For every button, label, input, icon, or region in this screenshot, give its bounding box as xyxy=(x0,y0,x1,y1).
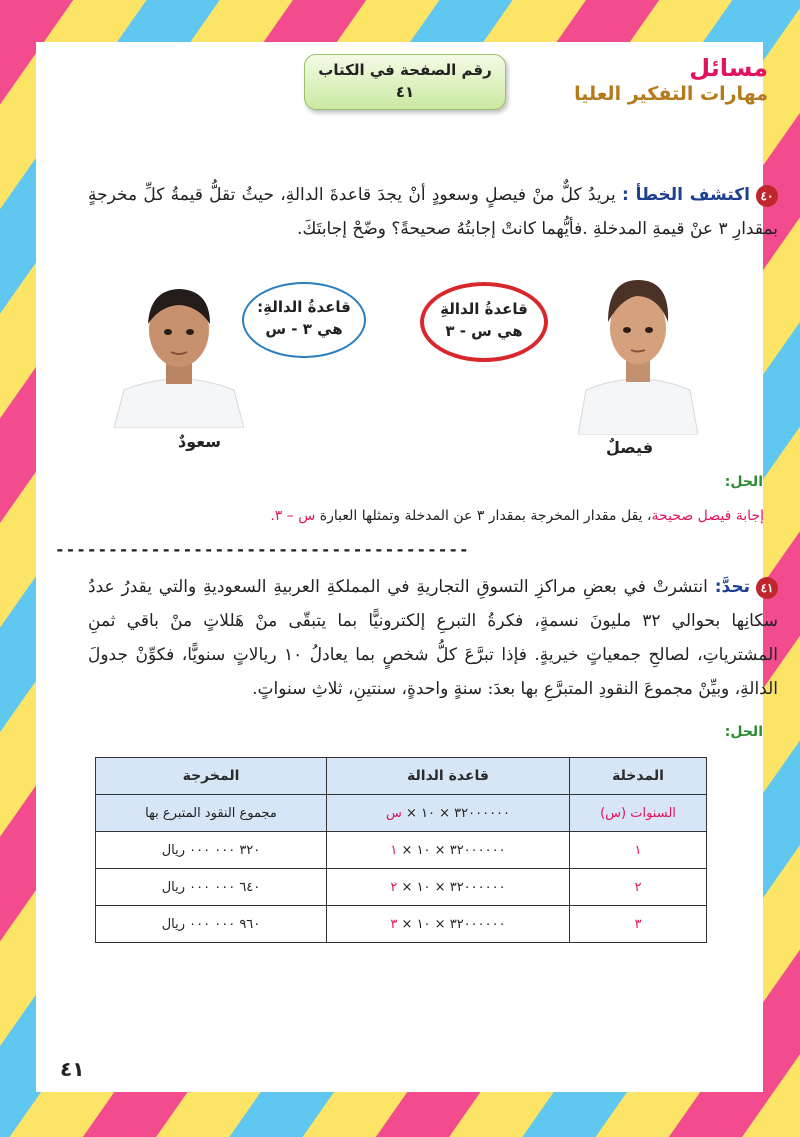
answer-40-expression: س – ٣. xyxy=(270,508,316,524)
question-41 xyxy=(88,570,778,706)
solution-label-40: الحل: xyxy=(724,474,763,490)
cell-output: ٩٦٠ ٠٠٠ ٠٠٠ ريال xyxy=(96,906,327,943)
subheader-output: مجموع النقود المتبرع بها xyxy=(96,795,327,832)
saud-name: سعودٌ xyxy=(178,432,222,451)
book-page-reference-label: رقم الصفحة في الكتاب xyxy=(318,61,492,79)
question-number-badge: ٤١ xyxy=(756,577,778,599)
question-40-label: اكتشف الخطأ : xyxy=(621,185,750,205)
book-page-reference-box xyxy=(304,54,506,110)
page-number: ٤١ xyxy=(60,1057,85,1081)
saud-photo xyxy=(114,278,244,432)
header-output: المخرجة xyxy=(96,758,327,795)
question-40-text: يريدُ كلٌّ منْ فيصلٍ وسعودٍ أنْ يجدَ قاعدةَ الدالةِ، حيثُ تقلُّ قيمةُ كلِّ مخرجةٍ بمقدارِ ٣ عنْ قيمةِ المدخلةِ .فأيُّهما كانتْ إجابتُهُ صحيحةً؟ وضّحْ إجابتَكَ. xyxy=(88,185,778,239)
cell-rule: ٣٢٠٠٠٠٠٠ × ١٠ × ٢ xyxy=(327,869,570,906)
answer-40 xyxy=(270,508,764,524)
answer-40-text: ، يقل مقدار المخرجة بمقدار ٣ عن المدخلة وتمثلها العبارة xyxy=(319,508,652,524)
answer-40-highlight: إجابة فيصل صحيحة xyxy=(651,508,764,524)
cell-output: ٦٤٠ ٠٠٠ ٠٠٠ ريال xyxy=(96,869,327,906)
faisal-speech-bubble xyxy=(420,282,548,362)
section-subtitle: مهارات التفكير العليا xyxy=(574,83,768,105)
table-subheader-row xyxy=(96,795,707,832)
saud-bubble-line1: قاعدةُ الدالةِ: xyxy=(257,298,351,316)
divider-line: --------------------------------------- xyxy=(55,540,470,559)
cell-rule: ٣٢٠٠٠٠٠٠ × ١٠ × ١ xyxy=(327,832,570,869)
question-41-text: انتشرتْ في بعضِ مراكزِ التسوقِ التجاريةِ في المملكةِ العربيةِ السعوديةِ والتي يقدرُ عددُ سكانِها بحوالي ٣٢ مليونَ نسمةٍ، فكرةُ التبرعِ إلكترونيًّا بما يتبقّى منْ هَللاتٍ منْ باقي ثمنِ المشترياتِ، لصالحِ جمعياتٍ خيريةٍ. فإذا تبرَّعَ كلُّ شخصٍ بما يعادلُ ١٠ ريالاتٍ سنويًّا، فكوِّنْ جدولَ الدالةِ، وبيِّنْ مجموعَ النقودِ المتبرَّعِ بها بعدَ: سنةٍ واحدةٍ، سنتينِ، ثلاثِ سنواتٍ. xyxy=(88,577,778,699)
faisal-bubble-line2: هي س - ٣ xyxy=(445,322,523,340)
cell-rule: ٣٢٠٠٠٠٠٠ × ١٠ × ٣ xyxy=(327,906,570,943)
section-title: مسائل xyxy=(689,54,768,82)
cell-input: ٢ xyxy=(570,869,707,906)
faisal-photo xyxy=(578,270,698,439)
cell-input: ٣ xyxy=(570,906,707,943)
question-41-label: تحدَّ: xyxy=(714,577,751,597)
question-40 xyxy=(88,178,778,246)
function-table xyxy=(95,757,707,943)
header-input: المدخلة xyxy=(570,758,707,795)
table-row xyxy=(96,906,707,943)
solution-label-41: الحل: xyxy=(724,724,763,740)
question-number-badge: ٤٠ xyxy=(756,185,778,207)
table-row xyxy=(96,832,707,869)
table-row xyxy=(96,869,707,906)
cell-input: ١ xyxy=(570,832,707,869)
subheader-rule: ٣٢٠٠٠٠٠٠ × ١٠ × س xyxy=(327,795,570,832)
faisal-name: فيصلٌ xyxy=(606,438,654,457)
faisal-bubble-line1: قاعدةُ الدالةِ xyxy=(440,300,528,318)
table-header-row xyxy=(96,758,707,795)
header-rule: قاعدة الدالة xyxy=(327,758,570,795)
section-heading xyxy=(574,54,768,106)
saud-bubble-line2: هي ٣ - س xyxy=(265,320,343,338)
subheader-input: السنوات (س) xyxy=(570,795,707,832)
book-page-reference-number: ٤١ xyxy=(395,83,415,101)
saud-speech-bubble xyxy=(242,282,366,358)
cell-output: ٣٢٠ ٠٠٠ ٠٠٠ ريال xyxy=(96,832,327,869)
